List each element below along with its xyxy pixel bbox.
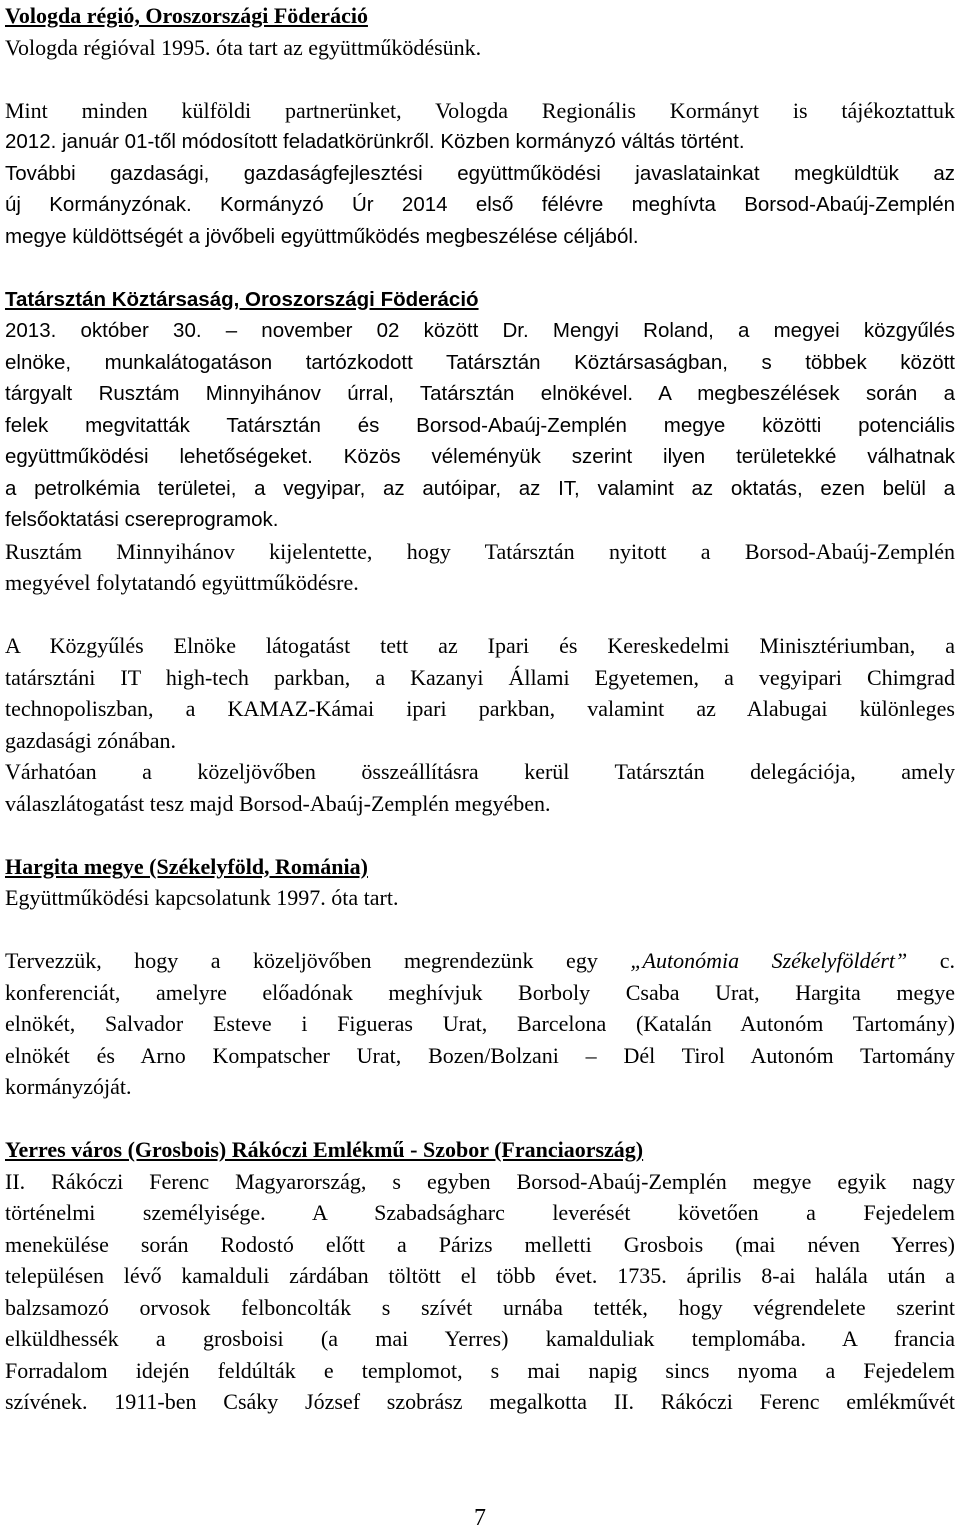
paragraph-line: együttműködési lehetőségeket. Közös véleményük szerint ilyen területekké válhatnak [5,445,955,468]
section-gap [5,819,955,851]
paragraph-line: elnökét, Salvador Esteve i Figueras Urat, Barcelona (Katalán Autonóm Tartomány) [5,1011,955,1036]
paragraph-line: konferenciát, amelyre előadónak meghívjuk Borboly Csaba Urat, Hargita megye [5,979,955,1005]
paragraph-line: elküldhessék a grosboisi (a mai Yerres) kamalduliak templomába. A francia [5,1326,955,1351]
paragraph-line: tatársztáni IT high-tech parkban, a Kazanyi Állami Egyetemen, a vegyipari Chimgrad [5,664,955,690]
section-gap [5,252,955,284]
paragraph-gap [5,599,955,631]
paragraph-line: felek megvitatták Tatársztán és Borsod-Abaúj-Zemplén megye közötti potenciális [5,413,955,437]
section-heading-hargita: Hargita megye (Székelyföld, Románia) [5,853,368,879]
paragraph-gap [5,914,955,946]
paragraph-line: megyével folytatandó együttműködésre. [5,570,359,595]
page-number: 7 [474,1505,486,1531]
paragraph-line: tárgyalt Rusztám Minnyihánov úrral, Tatársztán elnökével. A megbeszélések során a [5,382,955,405]
paragraph-line: balzsamozó orvosok felboncolták s szívét urnába tették, hogy végrendelete szerint [5,1294,955,1320]
section-heading-vologda: Vologda régió, Oroszországi Föderáció [5,3,368,28]
paragraph-gap [5,63,955,95]
paragraph-line: 2013. október 30. – november 02 között Dr. Mengyi Roland, a megyei közgyűlés [5,319,955,342]
section-heading-yerres: Yerres város (Grosbois) Rákóczi Emlékmű - Szobor (Franciaország) [5,1137,644,1162]
document-page [5,0,955,1418]
conference-text-after: c. [907,948,955,973]
paragraph-line: menekülése során Rodostó előtt a Párizs melletti Grosbois (mai néven Yerres) [5,1231,955,1257]
paragraph-line: szívének. 1911-ben Csáky József szobrász megalkotta II. Rákóczi Ferenc emlékművét [5,1389,955,1414]
paragraph-line: gazdasági zónában. [5,727,177,753]
conference-text-before: Tervezzük, hogy a közeljövőben megrendezünk egy [5,948,631,973]
paragraph-line: válaszlátogatást tesz majd Borsod-Abaúj-Zemplén megyében. [5,790,551,816]
paragraph-line: Együttműködési kapcsolatunk 1997. óta tart. [5,885,399,910]
paragraph-line: technopoliszban, a KAMAZ-Kámai ipari parkban, valamint az Alabugai különleges [5,696,955,721]
paragraph-line: A Közgyűlés Elnöke látogatást tett az Ipari és Kereskedelmi Minisztériumban, a [5,633,955,658]
paragraph-line: elnökét és Arno Kompatscher Urat, Bozen/Bolzani – Dél Tirol Autonóm Tartomány [5,1042,955,1068]
paragraph-line: új Kormányzónak. Kormányzó Úr 2014 első félévre meghívta Borsod-Abaúj-Zemplén [5,193,955,216]
paragraph-line: elnöke, munkalátogatáson tartózkodott Tatársztán Köztársaságban, s többek között [5,350,955,374]
paragraph-line: Rusztám Minnyihánov kijelentette, hogy Tatársztán nyitott a Borsod-Abaúj-Zemplén [5,538,955,564]
paragraph-line: településen lévő kamalduli zárdában töltött el több évet. 1735. április 8-ai halála után a [5,1263,955,1288]
paragraph-line: Mint minden külföldi partnerünket, Vologda Regionális Kormányt is tájékoztattuk [5,97,955,123]
paragraph-line [5,945,955,977]
paragraph-line: felsőoktatási csereprogramok. [5,508,279,531]
paragraph-line: Forradalom idején feldúlták e templomot, s mai napig sincs nyoma a Fejedelem [5,1357,955,1383]
paragraph-line: Várhatóan a közeljövőben összeállításra kerül Tatársztán delegációja, amely [5,759,955,784]
paragraph-line: Vologda régióval 1995. óta tart az együttműködésünk. [5,34,482,60]
section-gap [5,1103,955,1135]
section-heading-tatarstan: Tatársztán Köztársaság, Oroszországi Föderáció [5,287,479,311]
conference-title: „Autonómia Székelyföldért” [630,948,908,973]
paragraph-line: kormányzóját. [5,1074,132,1099]
paragraph-line: megye küldöttségét a jövőbeli együttműködés megbeszélése céljából. [5,224,639,248]
paragraph-line: történelmi személyisége. A Szabadságharc leverését követően a Fejedelem [5,1200,955,1225]
paragraph-line: a petrolkémia területei, a vegyipar, az autóipar, az IT, valamint az oktatás, ezen belül a [5,476,955,500]
paragraph-line: II. Rákóczi Ferenc Magyarország, s egyben Borsod-Abaúj-Zemplén megye egyik nagy [5,1168,955,1194]
paragraph-line: 2012. január 01-től módosított feladatkörünkről. Közben kormányzó váltás történt. [5,130,745,153]
paragraph-line: További gazdasági, gazdaságfejlesztési együttműködési javaslatainkat megküldtük az [5,161,955,185]
